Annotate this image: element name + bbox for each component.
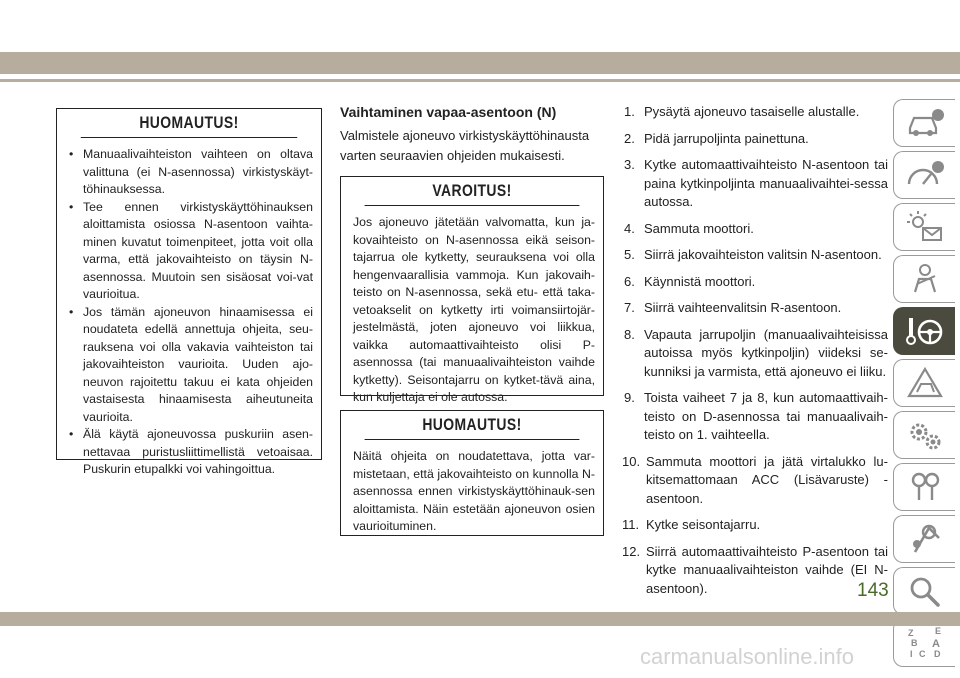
note-heading: HUOMAUTUS! [365, 411, 580, 440]
note-bullet: • Tee ennen virkistyskäyttöhinauksen aloittamista osiossa N-asentoon vaihta-minen kuvatut toimenpiteet, jotta voit olla varma, että jakovaihteisto on täysin N-asennossa. Muutoin sen sisäosat voi-vat vaurioitua. [69, 199, 313, 304]
header-rule [0, 79, 960, 82]
chapter-tabs [893, 99, 955, 671]
index-letter: I [909, 649, 913, 659]
note-box-left [56, 108, 322, 476]
index-letter: E [934, 626, 941, 636]
header-stripe [0, 52, 960, 74]
footer-stripe [0, 612, 960, 626]
note-heading: HUOMAUTUS! [81, 109, 297, 138]
search-icon [905, 574, 945, 608]
index-letter: D [933, 649, 940, 659]
page-number: 143 [857, 580, 889, 601]
top-margin [0, 0, 960, 52]
dashboard-icon [905, 158, 945, 192]
tab-maintenance[interactable] [893, 411, 955, 459]
tab-dashboard[interactable] [893, 151, 955, 199]
index-letter: Z [907, 628, 913, 638]
tab-warning-lights[interactable] [893, 203, 955, 251]
warning-text: Jos ajoneuvo jätetään valvomatta, kun ja-kovaihteisto on N-asennossa eikä seison-tajarrua ole kytketty, seurauksena voi olla hengenvaarallisia vammoja. Kun jakovaih-teisto on N-asennossa, sekä etu- että taka-vetoakselit on kytketty irti voimansiirtojär-jestelmästä, joten ajoneuvo voi liikkua, vaikka automaattivaihteisto olisi P-asennossa (tai manuaalivaihteiston vaihde kytketty). Seisontajarru on kytket-tävä aina, kun kuljettaja ei ole autossa. [353, 215, 595, 404]
step-item: 7. Siirrä vaihteenvalitsin R-asentoon. [624, 300, 842, 315]
step-item: 8. Vapauta jarrupoljin (manuaalivaihteisissa autoissa myös kytkinpoljin) viideksi se-kunniksi ja varmista, että ajoneuvo ei liiku. [624, 326, 888, 379]
section-intro: Valmistele ajoneuvo virkistyskäyttöhinausta varten seuraavien ohjeiden mukaisesti. [340, 128, 590, 163]
warning-box [340, 176, 604, 404]
maintenance-gears-icon [905, 418, 945, 452]
step-item: 10. Sammuta moottori ja jätä virtalukko lu-kitsemattomaan ACC (Lisävaruste) -asentoon. [622, 453, 888, 506]
multimedia-icon [905, 522, 945, 556]
section-title: Vaihtaminen vapaa-asentoon (N) [340, 104, 557, 120]
step-item: 5. Siirrä jakovaihteiston valitsin N-asentoon. [624, 247, 882, 262]
note-box-middle [340, 410, 604, 536]
note-text: Näitä ohjeita on noudatettava, jotta var-mistetaan, että jakovaihteisto on kunnolla N-asennossa ennen virkistyskäyttöhinauk-sen aloittamista. Näin estetään ajoneuvon osien vaurioituminen. [353, 449, 595, 533]
step-item: 3. Kytke automaattivaihteisto N-asentoon tai paina kytkinpoljinta manuaalivaihtei-sessa autossa. [624, 157, 888, 209]
note-bullet: • Manuaalivaihteiston vaihteen on oltava valittuna (ei N-asennossa) virkistyskäyt-töhinauksessa. [69, 146, 313, 199]
tab-index[interactable] [893, 619, 955, 667]
index-letter: A [931, 638, 940, 650]
tab-safety[interactable] [893, 255, 955, 303]
step-item: 4. Sammuta moottori. [624, 220, 754, 236]
step-item: 1. Pysäytä ajoneuvo tasaiselle alustalle. [624, 104, 860, 119]
index-letters-icon [905, 626, 945, 660]
watermark: carmanualsonline.info [640, 644, 855, 669]
note-bullet: • Jos tämän ajoneuvon hinaamisessa ei noudateta edellä annettuja ohjeita, seu-rauksena voi olla vakavia vaihteiston tai jakovaihteiston vaurioita. Uuden ajo-neuvon rajoitettu takuu ei kata ohjeiden vastaisesta hinaamisesta aiheutuneita vaurioita. [69, 304, 313, 427]
tab-car-info[interactable] [893, 99, 955, 147]
step-item: 12. Siirrä automaattivaihteisto P-asentoon tai kytke manuaalivaihteiston vaihde (EI N-asentoon). [622, 543, 888, 596]
step-item: 6. Käynnistä moottori. [624, 273, 756, 289]
steps-list [624, 103, 888, 606]
tab-search[interactable] [893, 567, 955, 615]
roadside-hazard-icon [905, 366, 945, 400]
note-bullet: • Älä käytä ajoneuvossa puskuriin asen-nettavaa puristusliittimellistä vetoaisaa. Puskurin etupalkki voi vahingoittua. [69, 426, 313, 479]
warning-heading: VAROITUS! [365, 177, 580, 206]
step-item: 9. Toista vaiheet 7 ja 8, kun automaattivaih-teisto on D-asennossa tai manuaalivaih-teisto on 1. vaihteella. [624, 390, 888, 442]
index-letter: B [910, 638, 917, 648]
wrench-specs-icon [905, 470, 945, 504]
step-item: 2. Pidä jarrupoljinta painettuna. [624, 130, 809, 146]
tab-emergency[interactable] [893, 359, 955, 407]
note-body [57, 138, 321, 487]
step-item: 11. Kytke seisontajarru. [622, 517, 761, 532]
tab-multimedia[interactable] [893, 515, 955, 563]
warning-lights-message-icon [905, 210, 945, 244]
tab-specifications[interactable] [893, 463, 955, 511]
key-steering-wheel-icon [905, 314, 945, 348]
car-info-icon [905, 106, 945, 140]
index-letter: C [918, 649, 925, 659]
tab-starting-operating[interactable] [893, 307, 955, 355]
airbag-person-icon [905, 262, 945, 296]
